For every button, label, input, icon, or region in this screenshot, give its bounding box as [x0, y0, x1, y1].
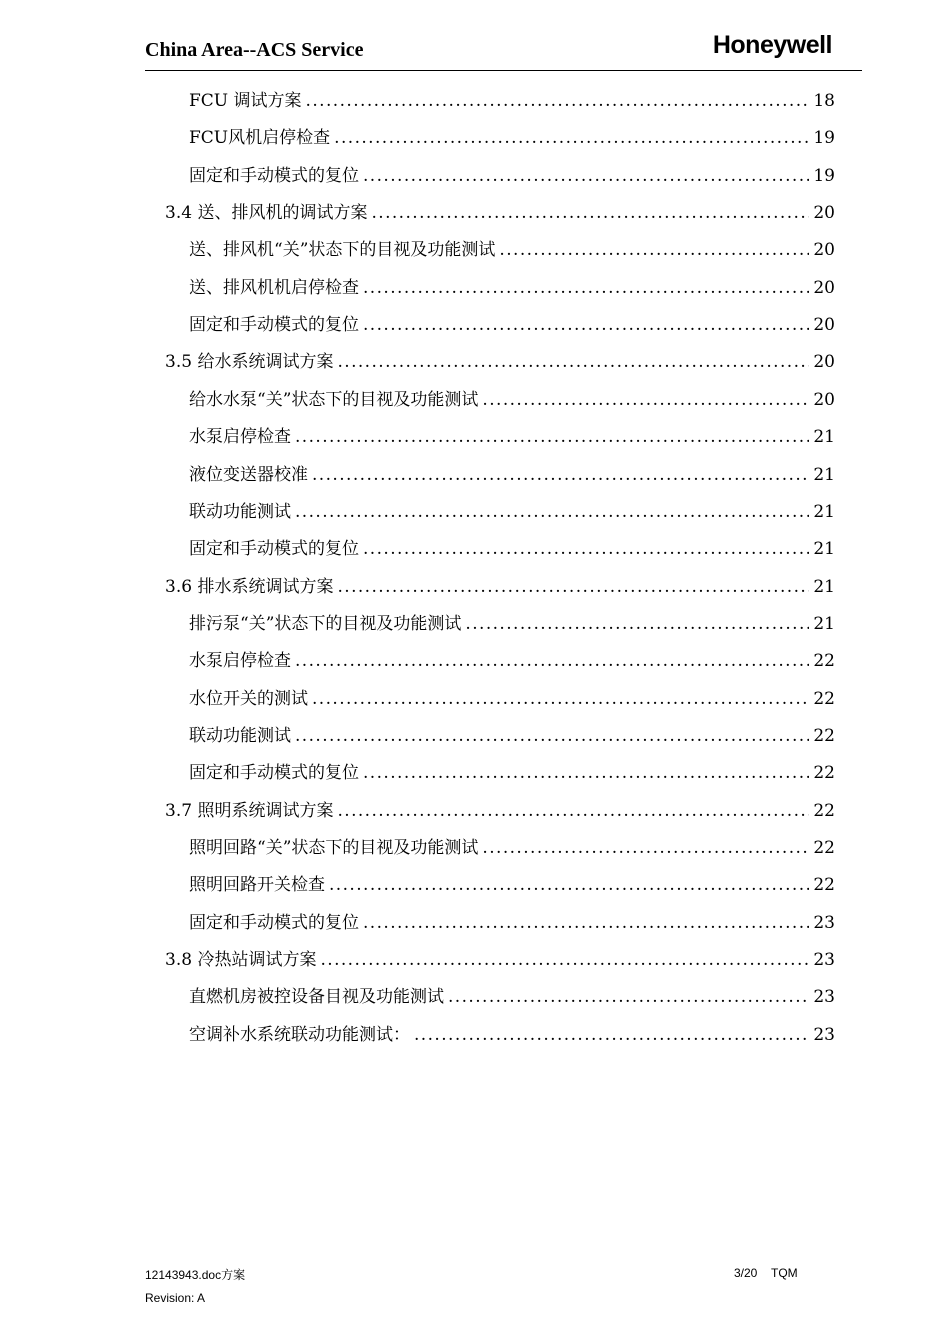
- toc-entry-title: FCU 调试方案: [189, 91, 302, 111]
- footer-revision: Revision: A: [145, 1291, 206, 1305]
- toc-entry-title: 固定和手动模式的复位: [189, 912, 359, 933]
- toc-entry[interactable]: [189, 83, 835, 120]
- toc-entry-title: 固定和手动模式的复位: [189, 315, 359, 336]
- toc-entry-page: 22: [813, 763, 835, 784]
- toc-entry[interactable]: [189, 307, 835, 344]
- toc-entry-page: 21: [813, 539, 835, 560]
- toc-entry-page: 23: [813, 1024, 835, 1045]
- toc-dot-leader: [499, 232, 809, 269]
- toc-entry-page: 20: [813, 389, 835, 410]
- toc-dot-leader: [363, 755, 809, 792]
- header-title: China Area--ACS Service: [145, 39, 364, 61]
- toc-entry-page: 23: [813, 987, 835, 1008]
- toc-entry-page: 21: [813, 501, 835, 522]
- toc-dot-leader: [295, 643, 809, 680]
- toc-dot-leader: [363, 307, 809, 344]
- toc-entry[interactable]: [189, 681, 835, 718]
- toc-entry-page: 21: [813, 464, 835, 485]
- toc-dot-leader: [334, 120, 809, 157]
- toc-dot-leader: [465, 606, 809, 643]
- toc-dot-leader: [295, 419, 809, 456]
- toc-entry[interactable]: [165, 569, 835, 606]
- footer-code: TQM: [771, 1266, 798, 1280]
- toc-entry-page: 22: [813, 688, 835, 709]
- toc-entry[interactable]: [189, 232, 835, 269]
- toc-entry[interactable]: [165, 344, 835, 381]
- toc-entry[interactable]: [189, 270, 835, 307]
- toc-entry[interactable]: [189, 120, 835, 157]
- toc-entry-title: 送、排风机机启停检查: [189, 277, 359, 298]
- toc-entry-page: 23: [813, 950, 835, 971]
- toc-entry-title: 空调补水系统联动功能测试：: [189, 1024, 410, 1045]
- toc-entry-page: 20: [813, 203, 835, 224]
- toc-entry-title: FCU风机启停检查: [189, 128, 331, 149]
- toc-dot-leader: [337, 344, 809, 381]
- toc-entry[interactable]: [189, 830, 835, 867]
- toc-entry[interactable]: [189, 755, 835, 792]
- toc-entry-title: 水泵启停检查: [189, 651, 291, 672]
- toc-entry-page: 18: [813, 91, 835, 111]
- toc-entry-title: 液位变送器校准: [189, 464, 308, 485]
- toc-entry[interactable]: [189, 494, 835, 531]
- toc-dot-leader: [414, 1017, 809, 1054]
- toc-entry-title: 3.8 冷热站调试方案: [165, 950, 317, 971]
- toc-dot-leader: [295, 718, 809, 755]
- toc-dot-leader: [363, 905, 809, 942]
- toc-dot-leader: [312, 457, 809, 494]
- toc-entry-title: 水位开关的测试: [189, 688, 308, 709]
- toc-entry[interactable]: [189, 718, 835, 755]
- toc-entry-title: 3.7 照明系统调试方案: [165, 800, 334, 821]
- toc-entry-page: 22: [813, 725, 835, 746]
- toc-dot-leader: [363, 158, 809, 195]
- toc-entry-page: 21: [813, 613, 835, 634]
- toc-entry-title: 联动功能测试: [189, 501, 291, 522]
- toc-entry-title: 送、排风机“关”状态下的目视及功能测试: [189, 240, 496, 261]
- toc-entry-title: 给水水泵“关”状态下的目视及功能测试: [189, 389, 479, 410]
- toc-entry-title: 排污泵“关”状态下的目视及功能测试: [189, 613, 462, 634]
- toc-entry-page: 20: [813, 315, 835, 336]
- toc-entry-page: 20: [813, 352, 835, 373]
- toc-entry-title: 3.5 给水系统调试方案: [165, 352, 334, 373]
- toc-entry-title: 水泵启停检查: [189, 427, 291, 448]
- toc-entry[interactable]: [189, 531, 835, 568]
- toc-entry-page: 22: [813, 838, 835, 858]
- toc-dot-leader: [312, 681, 809, 718]
- toc-dot-leader: [363, 531, 809, 568]
- toc-dot-leader: [295, 494, 809, 531]
- toc-entry[interactable]: [189, 905, 835, 942]
- toc-dot-leader: [329, 867, 809, 904]
- toc-dot-leader: [306, 83, 810, 120]
- toc-entry[interactable]: [165, 793, 835, 830]
- toc-entry-title: 照明回路“关”状态下的目视及功能测试: [189, 838, 479, 858]
- toc-entry-page: 20: [813, 277, 835, 298]
- toc-dot-leader: [482, 830, 809, 867]
- toc-dot-leader: [320, 942, 809, 979]
- toc-entry[interactable]: [189, 457, 835, 494]
- toc-dot-leader: [371, 195, 809, 232]
- toc-entry[interactable]: [189, 158, 835, 195]
- toc-entry-title: 固定和手动模式的复位: [189, 763, 359, 784]
- toc-entry[interactable]: [189, 867, 835, 904]
- toc-entry-page: 19: [813, 165, 835, 186]
- toc-entry[interactable]: [189, 1017, 835, 1054]
- toc-entry-title: 3.6 排水系统调试方案: [165, 576, 334, 597]
- toc-entry[interactable]: [165, 195, 835, 232]
- toc-entry-title: 3.4 送、排风机的调试方案: [165, 203, 368, 224]
- toc-dot-leader: [363, 270, 809, 307]
- toc-entry-page: 22: [813, 875, 835, 896]
- toc-entry[interactable]: [189, 382, 835, 419]
- toc-entry[interactable]: [189, 643, 835, 680]
- toc-entry-title: 固定和手动模式的复位: [189, 539, 359, 560]
- toc-entry[interactable]: [189, 606, 835, 643]
- toc-entry-page: 22: [813, 651, 835, 672]
- toc-entry[interactable]: [189, 419, 835, 456]
- footer-page-indicator: 3/20: [734, 1266, 758, 1280]
- toc-entry-title: 照明回路开关检查: [189, 875, 325, 896]
- toc-entry-page: 22: [813, 800, 835, 821]
- toc-entry-page: 23: [813, 912, 835, 933]
- toc-dot-leader: [482, 382, 809, 419]
- toc-entry-page: 20: [813, 240, 835, 261]
- page-header: [145, 30, 862, 71]
- toc-entry[interactable]: [165, 942, 835, 979]
- toc-entry-page: 21: [813, 427, 835, 448]
- toc-dot-leader: [448, 979, 809, 1016]
- toc-entry-page: 21: [813, 576, 835, 597]
- toc-dot-leader: [337, 793, 809, 830]
- toc-entry[interactable]: [189, 979, 835, 1016]
- toc-entry-title: 固定和手动模式的复位: [189, 165, 359, 186]
- toc-dot-leader: [337, 569, 809, 606]
- honeywell-logo: Honeywell: [712, 31, 832, 59]
- footer-filename: 12143943.doc方案: [145, 1268, 246, 1282]
- toc-entry-title: 直燃机房被控设备目视及功能测试: [189, 987, 444, 1008]
- toc-entry-title: 联动功能测试: [189, 725, 291, 746]
- toc-entry-page: 19: [813, 128, 835, 149]
